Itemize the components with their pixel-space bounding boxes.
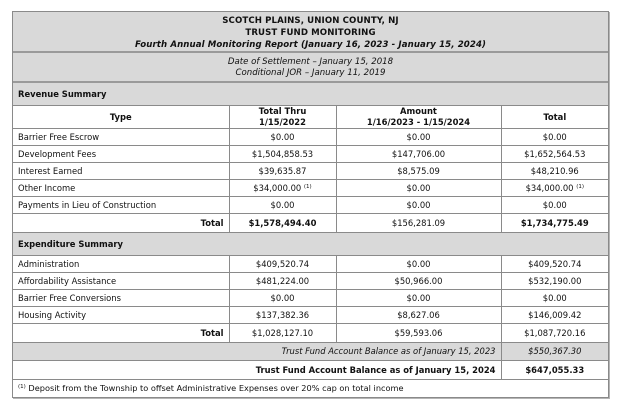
footnote-marker: (1) — [576, 183, 584, 190]
col-total-thru-line1: Total Thru — [258, 106, 307, 116]
row-total — [501, 180, 608, 197]
trust-fund-report — [12, 11, 609, 398]
row-amount: $8,627.06 — [336, 307, 501, 324]
row-total-value: $34,000.00 — [525, 182, 574, 193]
row-type: Barrier Free Conversions — [13, 290, 229, 307]
row-total: $409,520.74 — [501, 256, 608, 273]
footnote-marker: (1) — [18, 384, 26, 390]
dates-block — [13, 53, 608, 83]
footnote — [13, 380, 608, 398]
row-amount: $147,706.00 — [336, 146, 501, 163]
table-row — [13, 129, 608, 146]
row-thru: $0.00 — [229, 129, 336, 146]
row-amount: $0.00 — [336, 129, 501, 146]
table-row — [13, 273, 608, 290]
footnote-row — [13, 380, 608, 398]
row-thru-value: $34,000.00 — [253, 182, 302, 193]
column-header-row — [13, 106, 608, 129]
row-amount: $0.00 — [336, 290, 501, 307]
table-row — [13, 197, 608, 214]
table-row — [13, 256, 608, 273]
row-thru: $137,382.36 — [229, 307, 336, 324]
row-type: Payments in Lieu of Construction — [13, 197, 229, 214]
revenue-summary-label: Revenue Summary — [13, 83, 608, 106]
row-thru: $1,504,858.53 — [229, 146, 336, 163]
report-title-municipality: SCOTCH PLAINS, UNION COUNTY, NJ — [222, 16, 399, 26]
row-type: Interest Earned — [13, 163, 229, 180]
balance-2024-row — [13, 361, 608, 380]
row-amount: $0.00 — [336, 197, 501, 214]
settlement-date: Date of Settlement – January 15, 2018 — [227, 57, 394, 67]
col-amount-header — [336, 106, 501, 129]
col-amount-line1: Amount — [400, 106, 437, 116]
row-amount: $0.00 — [336, 256, 501, 273]
expenditure-total-thru: $1,028,127.10 — [229, 324, 336, 343]
table-row — [13, 290, 608, 307]
row-total: $532,190.00 — [501, 273, 608, 290]
row-total: $0.00 — [501, 197, 608, 214]
revenue-section-header — [13, 83, 608, 106]
row-type: Other Income — [13, 180, 229, 197]
row-total: $0.00 — [501, 290, 608, 307]
expenditure-total-row — [13, 324, 608, 343]
summary-table — [13, 83, 608, 397]
row-thru — [229, 180, 336, 197]
total-label: Total — [13, 214, 229, 233]
revenue-total-total: $1,734,775.49 — [501, 214, 608, 233]
col-type-header: Type — [13, 106, 229, 129]
col-total-thru-line2: 1/15/2022 — [259, 117, 306, 127]
revenue-total-amount: $156,281.09 — [336, 214, 501, 233]
expenditure-total-amount: $59,593.06 — [336, 324, 501, 343]
row-thru: $481,224.00 — [229, 273, 336, 290]
balance-2023-label: Trust Fund Account Balance as of January 15, 2023 — [13, 343, 501, 361]
col-amount-line2: 1/16/2023 - 1/15/2024 — [366, 117, 471, 127]
revenue-total-thru: $1,578,494.40 — [229, 214, 336, 233]
expenditure-section-header — [13, 233, 608, 256]
row-type: Administration — [13, 256, 229, 273]
report-title-main: TRUST FUND MONITORING — [245, 28, 376, 38]
row-amount: $50,966.00 — [336, 273, 501, 290]
row-amount: $0.00 — [336, 180, 501, 197]
total-label: Total — [13, 324, 229, 343]
jor-date: Conditional JOR – January 11, 2019 — [235, 68, 386, 78]
row-amount: $8,575.09 — [336, 163, 501, 180]
table-row — [13, 180, 608, 197]
table-row — [13, 307, 608, 324]
balance-2024-value: $647,055.33 — [501, 361, 608, 380]
report-title-block — [13, 12, 608, 53]
expenditure-summary-label: Expenditure Summary — [13, 233, 608, 256]
balance-2023-row — [13, 343, 608, 361]
col-total-header: Total — [501, 106, 608, 129]
report-subtitle-period: Fourth Annual Monitoring Report (January 16, 2023 - January 15, 2024) — [134, 40, 487, 50]
balance-2023-value: $550,367.30 — [501, 343, 608, 361]
row-type: Housing Activity — [13, 307, 229, 324]
row-total: $146,009.42 — [501, 307, 608, 324]
expenditure-total-total: $1,087,720.16 — [501, 324, 608, 343]
row-thru: $409,520.74 — [229, 256, 336, 273]
balance-2024-label: Trust Fund Account Balance as of January 15, 2024 — [13, 361, 501, 380]
row-thru: $39,635.87 — [229, 163, 336, 180]
row-type: Development Fees — [13, 146, 229, 163]
row-thru: $0.00 — [229, 197, 336, 214]
revenue-total-row — [13, 214, 608, 233]
footnote-marker: (1) — [303, 183, 312, 190]
table-row — [13, 163, 608, 180]
row-total: $0.00 — [501, 129, 608, 146]
row-thru: $0.00 — [229, 290, 336, 307]
row-total: $1,652,564.53 — [501, 146, 608, 163]
table-row — [13, 146, 608, 163]
row-total: $48,210.96 — [501, 163, 608, 180]
row-type: Barrier Free Escrow — [13, 129, 229, 146]
col-total-thru-header — [229, 106, 336, 129]
footnote-text: Deposit from the Township to offset Administrative Expenses over 20% cap on total income — [28, 383, 404, 393]
row-type: Affordability Assistance — [13, 273, 229, 290]
